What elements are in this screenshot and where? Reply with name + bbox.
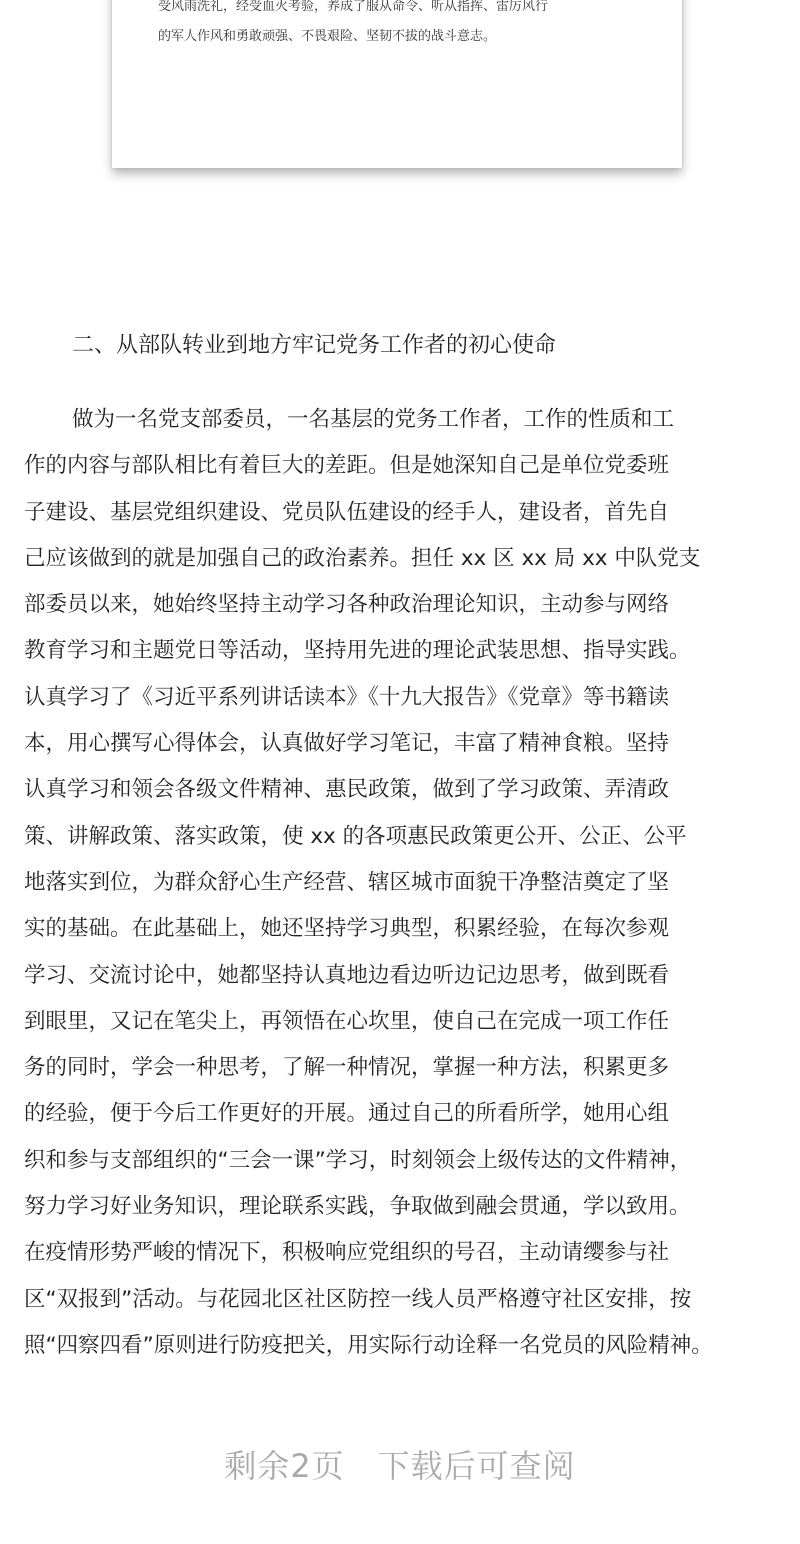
paragraph-line: 策、讲解政策、落实政策，使 xx 的各项惠民政策更公开、公正、公平 bbox=[24, 823, 687, 849]
download-prompt[interactable]: 剩余2页 下载后可查阅 bbox=[224, 1447, 576, 1485]
section-heading: 二、从部队转业到地方牢记党务工作者的初心使命 bbox=[72, 333, 557, 358]
paragraph-line: 务的同时，学会一种思考，了解一种情况，掌握一种方法，积累更多 bbox=[24, 1055, 670, 1081]
card-text bbox=[158, 0, 648, 52]
paragraph-line: 部委员以来，她始终坚持主动学习各种政治理论知识，主动参与网络 bbox=[24, 592, 670, 618]
paragraph-line: 照“四察四看”原则进行防疫把关，用实际行动诠释一名党员的风险精神。 bbox=[24, 1332, 713, 1358]
paragraph-line: 在疫情形势严峻的情况下，积极响应党组织的号召，主动请缨参与社 bbox=[24, 1240, 670, 1266]
paragraph-line: 子建设、基层党组织建设、党员队伍建设的经手人，建设者，首先自 bbox=[24, 499, 670, 525]
paragraph-line: 努力学习好业务知识，理论联系实践，争取做到融会贯通，学以致用。 bbox=[24, 1194, 691, 1220]
paragraph-line: 认真学习和领会各级文件精神、惠民政策，做到了学习政策、弄清政 bbox=[24, 777, 670, 803]
body-paragraph bbox=[24, 397, 800, 1369]
paragraph-line: 教育学习和主题党日等活动，坚持用先进的理论武装思想、指导实践。 bbox=[24, 638, 691, 664]
card-text-line: 受风雨洗礼，经受血火考验，养成了服从命令、听从指挥、雷厉风行 bbox=[158, 0, 549, 14]
paragraph-line: 织和参与支部组织的“三会一课”学习，时刻领会上级传达的文件精神， bbox=[24, 1147, 692, 1173]
paragraph-line: 地落实到位，为群众舒心生产经营、辖区城市面貌干净整洁奠定了坚 bbox=[24, 869, 670, 895]
paragraph-line: 做为一名党支部委员，一名基层的党务工作者，工作的性质和工 bbox=[72, 407, 675, 432]
paragraph-line: 的经验，便于今后工作更好的开展。通过自己的所看所学，她用心组 bbox=[24, 1101, 670, 1127]
paragraph-line: 学习、交流讨论中，她都坚持认真地边看边听边记边思考，做到既看 bbox=[24, 962, 670, 988]
paragraph-line: 作的内容与部队相比有着巨大的差距。但是她深知自己是单位党委班 bbox=[24, 453, 670, 479]
paragraph-line: 认真学习了《习近平系列讲话读本》《十九大报告》《党章》等书籍读 bbox=[24, 684, 670, 710]
card-text-line: 的军人作风和勇敢顽强、不畏艰险、坚韧不拔的战斗意志。 bbox=[158, 29, 497, 44]
paragraph-line: 本，用心撰写心得体会，认真做好学习笔记，丰富了精神食粮。坚持 bbox=[24, 731, 670, 757]
previous-page-card bbox=[112, 0, 682, 168]
paragraph-line: 区“双报到”活动。与花园北区社区防控一线人员严格遵守社区安排，按 bbox=[24, 1286, 692, 1312]
paragraph-line: 己应该做到的就是加强自己的政治素养。担任 xx 区 xx 局 xx 中队党支 bbox=[24, 545, 701, 571]
paragraph-line: 实的基础。在此基础上，她还坚持学习典型，积累经验，在每次参观 bbox=[24, 916, 670, 942]
paragraph-line: 到眼里，又记在笔尖上，再领悟在心坎里，使自己在完成一项工作任 bbox=[24, 1008, 670, 1034]
